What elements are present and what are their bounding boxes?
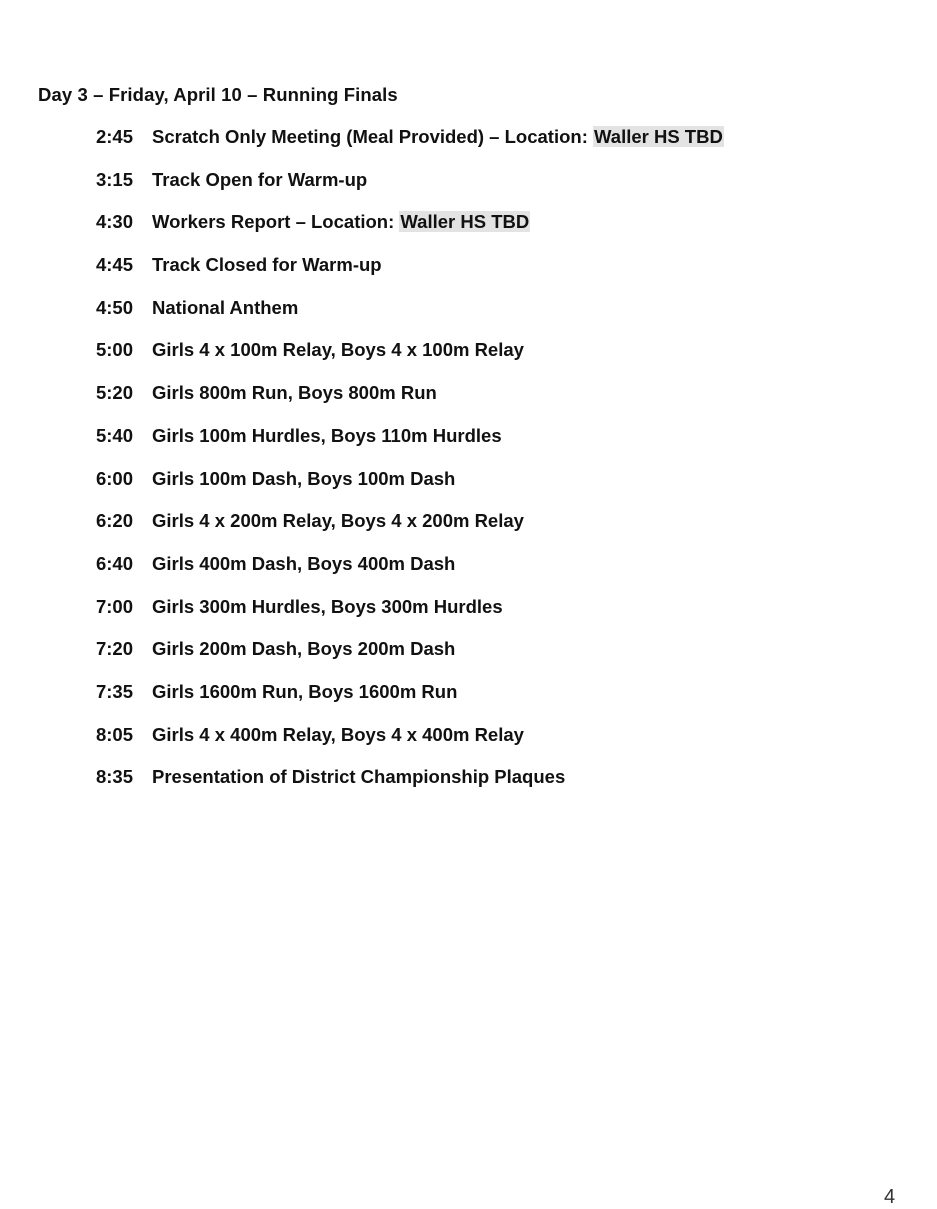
- day-heading: Day 3 – Friday, April 10 – Running Finals: [38, 84, 398, 105]
- schedule-time: 4:50: [95, 296, 133, 318]
- schedule-event: Girls 100m Dash, Boys 100m Dash: [152, 467, 456, 489]
- schedule-event-text: Scratch Only Meeting (Meal Provided) – Location:: [152, 126, 593, 147]
- schedule-time: 4:30: [95, 211, 133, 233]
- schedule-row: [0, 382, 937, 425]
- schedule-time: 5:40: [95, 424, 133, 446]
- schedule-row: [0, 681, 937, 724]
- schedule-time: 8:35: [95, 766, 133, 788]
- page-number: 4: [884, 1186, 896, 1208]
- schedule-row: [0, 425, 937, 468]
- schedule-time: 4:45: [95, 254, 133, 276]
- schedule-row: [0, 297, 937, 340]
- schedule-time: 5:00: [95, 339, 133, 361]
- schedule-time: 6:00: [95, 467, 133, 489]
- schedule-event: Girls 4 x 400m Relay, Boys 4 x 400m Relay: [152, 723, 524, 745]
- schedule-time: 7:20: [95, 638, 133, 660]
- schedule-event: [152, 211, 530, 233]
- schedule-time: 6:40: [95, 552, 133, 574]
- schedule-event: National Anthem: [152, 296, 299, 318]
- schedule-row: [0, 468, 937, 511]
- schedule-event: Girls 300m Hurdles, Boys 300m Hurdles: [152, 595, 503, 617]
- schedule-event: [152, 126, 724, 148]
- schedule-event: Girls 1600m Run, Boys 1600m Run: [152, 680, 458, 702]
- schedule-time: 6:20: [95, 510, 133, 532]
- schedule-row: [0, 510, 937, 553]
- schedule-row: [0, 254, 937, 297]
- schedule-time: 3:15: [95, 168, 133, 190]
- schedule-row: [0, 553, 937, 596]
- schedule-list: [0, 126, 937, 809]
- schedule-row: [0, 766, 937, 809]
- schedule-time: 7:00: [95, 595, 133, 617]
- schedule-event: Track Open for Warm-up: [152, 168, 368, 190]
- schedule-row: [0, 211, 937, 254]
- schedule-row: [0, 638, 937, 681]
- schedule-row: [0, 339, 937, 382]
- schedule-row: [0, 596, 937, 639]
- location-highlight: Waller HS TBD: [594, 126, 723, 147]
- schedule-time: 5:20: [95, 382, 133, 404]
- schedule-time: 7:35: [95, 680, 133, 702]
- schedule-event: Girls 100m Hurdles, Boys 110m Hurdles: [152, 424, 502, 446]
- schedule-row: [0, 724, 937, 767]
- schedule-time: 2:45: [95, 126, 133, 147]
- schedule-event: Girls 400m Dash, Boys 400m Dash: [152, 552, 456, 574]
- location-highlight: Waller HS TBD: [400, 211, 530, 233]
- schedule-event: Girls 800m Run, Boys 800m Run: [152, 382, 437, 404]
- schedule-event: Girls 4 x 100m Relay, Boys 4 x 100m Relay: [152, 339, 524, 361]
- schedule-row: [0, 126, 937, 169]
- schedule-event: Girls 200m Dash, Boys 200m Dash: [152, 638, 456, 660]
- schedule-row: [0, 169, 937, 212]
- schedule-time: 8:05: [95, 723, 133, 745]
- schedule-event: Presentation of District Championship Plaques: [152, 766, 566, 788]
- schedule-event-text: Workers Report – Location:: [152, 211, 400, 233]
- schedule-event: Girls 4 x 200m Relay, Boys 4 x 200m Relay: [152, 510, 524, 532]
- schedule-event: Track Closed for Warm-up: [152, 254, 382, 276]
